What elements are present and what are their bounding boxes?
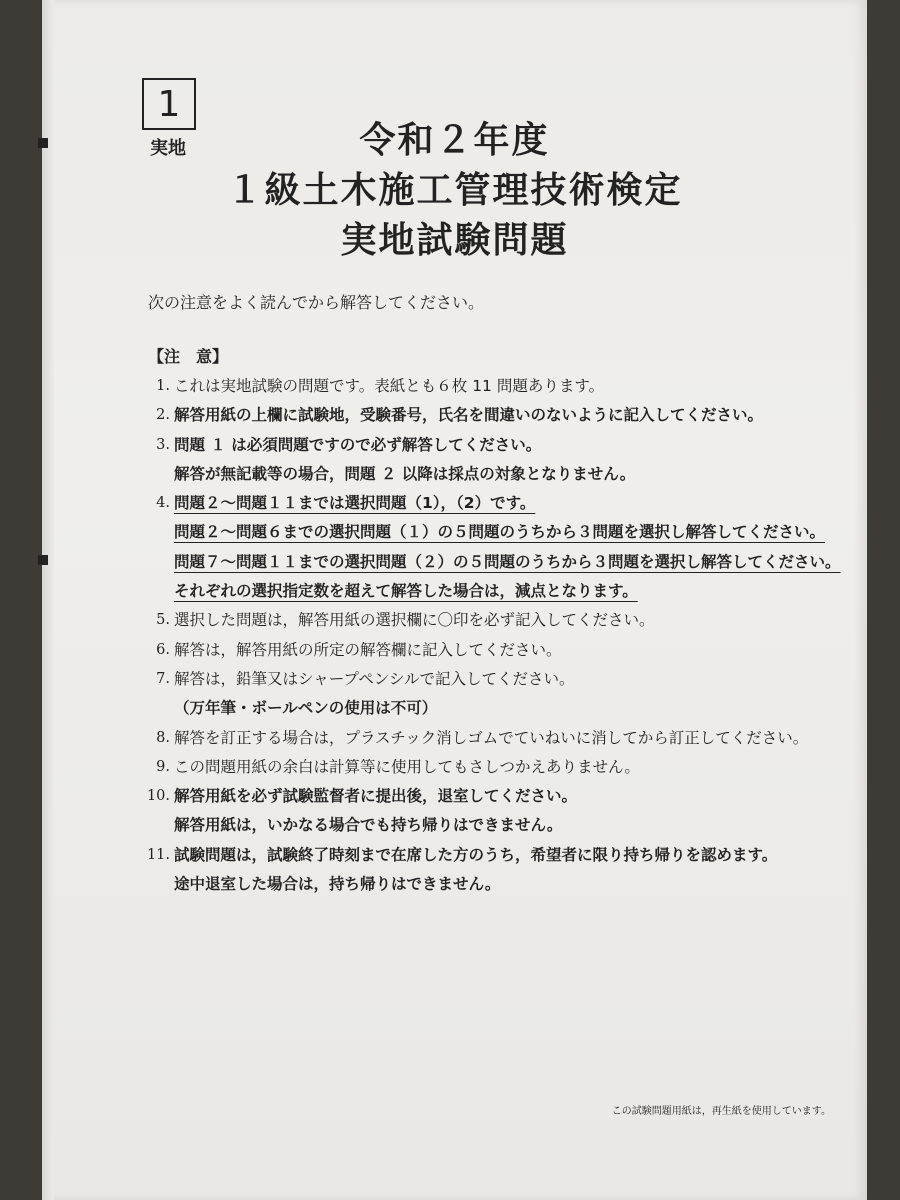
notice-number: 7. bbox=[156, 670, 170, 687]
notice-number: 3. bbox=[156, 436, 170, 453]
notice-line bbox=[42, 811, 867, 840]
notice-line bbox=[42, 401, 867, 430]
notice-line bbox=[42, 782, 867, 811]
notice-text: 問題 １ は必須問題ですので必ず解答してください。 bbox=[174, 435, 542, 454]
notice-text: 途中退室した場合は，持ち帰りはできません。 bbox=[174, 875, 501, 894]
notice-line bbox=[42, 636, 867, 665]
notice-list bbox=[42, 372, 867, 899]
notice-text: 問題２～問題１１までは選択問題（1），（2）です。 bbox=[174, 494, 536, 513]
notice-text: （万年筆・ボールペンの使用は不可） bbox=[174, 699, 438, 718]
section-number: 1 bbox=[157, 83, 181, 125]
notice-line bbox=[42, 460, 867, 489]
notice-line bbox=[42, 694, 867, 723]
notice-line bbox=[42, 518, 867, 547]
notice-text: 解答用紙を必ず試験監督者に提出後，退室してください。 bbox=[174, 787, 578, 806]
notice-number: 6. bbox=[156, 641, 170, 658]
notice-text: これは実地試験の問題です。表紙とも６枚 11 問題あります。 bbox=[174, 377, 605, 395]
notice-text: 解答用紙は，いかなる場合でも持ち帰りはできません。 bbox=[174, 816, 563, 835]
notice-heading: 【注 意】 bbox=[148, 347, 229, 366]
notice-line bbox=[42, 489, 867, 518]
notice-number: 4. bbox=[156, 495, 170, 512]
notice-line bbox=[42, 431, 867, 460]
title-line-3: 実地試験問題 bbox=[340, 220, 569, 261]
notice-text: 試験問題は，試験終了時刻まで在席した方のうち，希望者に限り持ち帰りを認めます。 bbox=[174, 845, 778, 864]
notice-text: 解答は，鉛筆又はシャープペンシルで記入してください。 bbox=[174, 669, 575, 688]
title-line-2: １級土木施工管理技術検定 bbox=[226, 170, 683, 211]
notice-number: 10. bbox=[146, 788, 170, 805]
notice-text: それぞれの選択指定数を超えて解答した場合は，減点となります。 bbox=[174, 582, 638, 601]
notice-text: 解答が無記載等の場合，問題 ２ 以降は採点の対象となりません。 bbox=[174, 464, 636, 483]
notice-line bbox=[42, 548, 867, 577]
notice-number: 8. bbox=[156, 729, 170, 746]
recycled-paper-note: この試験問題用紙は，再生紙を使用しています。 bbox=[611, 1106, 831, 1117]
notice-text: 解答用紙の上欄に試験地，受験番号，氏名を間違いのないように記入してください。 bbox=[174, 406, 764, 425]
notice-number: 5. bbox=[156, 612, 170, 629]
notice-number: 9. bbox=[156, 758, 170, 775]
notice-number: 1. bbox=[156, 378, 170, 394]
notice-line bbox=[42, 724, 867, 753]
notice-text: 問題７～問題１１までの選択問題（２）の５問題のうちから３問題を選択し解答してください。 bbox=[174, 552, 841, 571]
notice-line bbox=[42, 753, 867, 782]
notice-text: この問題用紙の余白は計算等に使用してもさしつかえありません。 bbox=[174, 757, 640, 776]
notice-text: 問題２～問題６までの選択問題（１）の５問題のうちから３問題を選択し解答してください。 bbox=[174, 523, 826, 542]
notice-line bbox=[42, 606, 867, 635]
notice-line bbox=[42, 372, 867, 401]
notice-text: 解答は，解答用紙の所定の解答欄に記入してください。 bbox=[174, 640, 562, 659]
exam-cover-page bbox=[42, 0, 867, 1200]
notice-line bbox=[42, 841, 867, 870]
notice-number: 11. bbox=[146, 846, 170, 863]
notice-line bbox=[42, 870, 867, 899]
notice-line bbox=[42, 577, 867, 606]
section-label: 実地 bbox=[150, 138, 186, 159]
title-line-1: 令和２年度 bbox=[359, 120, 550, 161]
notice-number: 2. bbox=[156, 407, 170, 424]
notice-text: 選択した問題は，解答用紙の選択欄に〇印を必ず記入してください。 bbox=[174, 611, 655, 630]
intro-text: 次の注意をよく読んでから解答してください。 bbox=[148, 293, 485, 312]
notice-text: 解答を訂正する場合は，プラスチック消しゴムでていねいに消してから訂正してください。 bbox=[174, 728, 809, 747]
notice-line bbox=[42, 665, 867, 694]
